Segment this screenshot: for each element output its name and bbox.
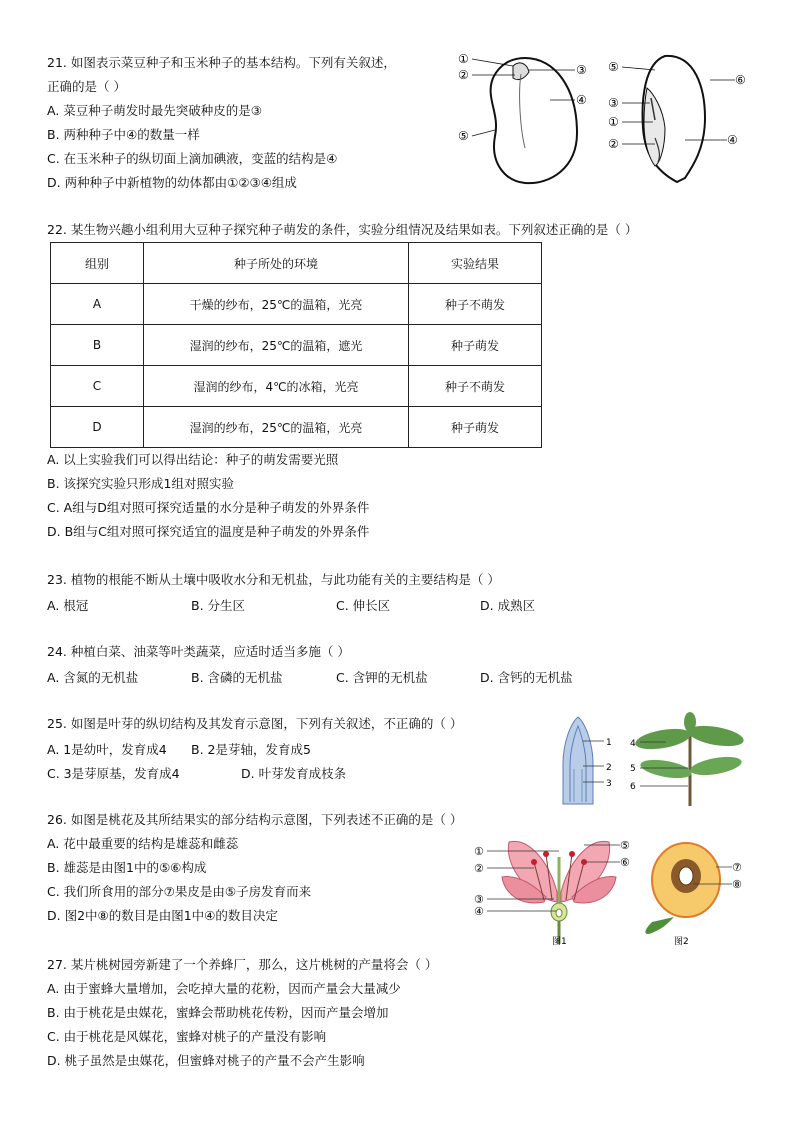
q22-experiment-table — [50, 242, 542, 448]
figure-2-caption: 图2 — [674, 937, 689, 947]
cell-group: D — [51, 407, 144, 448]
q27-stem: 27. 某片桃树园旁新建了一个养蜂厂，那么，这片桃树的产量将会（ ） — [47, 957, 438, 972]
q22-option-a[interactable]: A. 以上实验我们可以得出结论：种子的萌发需要光照 — [47, 452, 339, 467]
branch-label-4: 4 — [630, 739, 636, 749]
fruit-label-8: ⑧ — [732, 878, 742, 891]
q25-option-c[interactable]: C. 3是芽原基，发育成4 — [47, 766, 180, 781]
q24-option-a[interactable]: A. 含氮的无机盐 — [47, 670, 139, 685]
q21-option-c[interactable]: C. 在玉米种子的纵切面上滴加碘液，变蓝的结构是④ — [47, 151, 338, 166]
q22-option-d[interactable]: D. B组与C组对照可探究适宜的温度是种子萌发的外界条件 — [47, 524, 370, 539]
cell-environment: 湿润的纱布，25℃的温箱，光亮 — [144, 407, 409, 448]
flower-label-6: ⑥ — [620, 856, 630, 869]
q21-seed-figure — [455, 48, 755, 193]
bud-label-3: 3 — [606, 779, 612, 789]
table-row — [51, 407, 542, 448]
q21-option-a[interactable]: A. 菜豆种子萌发时最先突破种皮的是③ — [47, 103, 262, 118]
bean-seed — [491, 58, 577, 183]
bean-label-1: ① — [458, 52, 469, 66]
peach-fruit — [645, 843, 720, 934]
figure-1-caption: 图1 — [552, 937, 567, 947]
q24-option-c[interactable]: C. 含钾的无机盐 — [336, 670, 428, 685]
q27-option-b[interactable]: B. 由于桃花是虫媒花，蜜蜂会帮助桃花传粉，因而产量会增加 — [47, 1005, 389, 1020]
header-result: 实验结果 — [409, 243, 542, 284]
table-header-row — [51, 243, 542, 284]
bean-label-2: ② — [458, 68, 469, 82]
q23-option-a[interactable]: A. 根冠 — [47, 598, 89, 613]
flower-label-5: ⑤ — [620, 839, 630, 852]
branch-label-6: 6 — [630, 782, 636, 792]
corn-label-5: ⑤ — [608, 60, 619, 74]
bud-label-1: 1 — [606, 738, 612, 748]
cell-group: C — [51, 366, 144, 407]
q26-stem: 26. 如图是桃花及其所结果实的部分结构示意图，下列表述不正确的是（ ） — [47, 812, 463, 827]
branch — [634, 712, 745, 806]
q26-peach-figure — [474, 832, 754, 950]
q25-option-d[interactable]: D. 叶芽发育成枝条 — [241, 766, 347, 781]
table-row — [51, 325, 542, 366]
peach-flower — [502, 841, 616, 944]
cell-environment: 湿润的纱布，4℃的冰箱，光亮 — [144, 366, 409, 407]
q25-leaf-bud-figure — [548, 714, 748, 809]
q25-stem: 25. 如图是叶芽的纵切结构及其发育示意图，下列有关叙述，不正确的（ ） — [47, 716, 463, 731]
q23-option-b[interactable]: B. 分生区 — [191, 598, 246, 613]
q23-stem: 23. 植物的根能不断从土壤中吸收水分和无机盐，与此功能有关的主要结构是（ ） — [47, 572, 500, 587]
cell-environment: 干燥的纱布，25℃的温箱，光亮 — [144, 284, 409, 325]
q26-option-d[interactable]: D. 图2中⑧的数目是由图1中④的数目决定 — [47, 908, 278, 923]
cell-result: 种子萌发 — [409, 407, 542, 448]
header-group: 组别 — [51, 243, 144, 284]
q26-option-a[interactable]: A. 花中最重要的结构是雄蕊和雌蕊 — [47, 836, 239, 851]
table-row — [51, 284, 542, 325]
q27-option-d[interactable]: D. 桃子虽然是虫媒花，但蜜蜂对桃子的产量不会产生影响 — [47, 1053, 365, 1068]
flower-label-3: ③ — [474, 893, 484, 906]
q26-option-c[interactable]: C. 我们所食用的部分⑦果皮是由⑤子房发育而来 — [47, 884, 312, 899]
cell-group: B — [51, 325, 144, 366]
q21-stem-line1: 21. 如图表示菜豆种子和玉米种子的基本结构。下列有关叙述， — [47, 55, 396, 70]
q21-option-b[interactable]: B. 两种种子中④的数量一样 — [47, 127, 200, 142]
corn-label-4: ④ — [727, 133, 738, 147]
flower-label-2: ② — [474, 862, 484, 875]
cell-group: A — [51, 284, 144, 325]
cell-environment: 湿润的纱布，25℃的温箱，遮光 — [144, 325, 409, 366]
q27-option-c[interactable]: C. 由于桃花是风媒花，蜜蜂对桃子的产量没有影响 — [47, 1029, 327, 1044]
cell-result: 种子萌发 — [409, 325, 542, 366]
corn-seed — [643, 56, 705, 182]
branch-label-5: 5 — [630, 764, 636, 774]
q27-option-a[interactable]: A. 由于蜜蜂大量增加，会吃掉大量的花粉，因而产量会大量减少 — [47, 981, 401, 996]
q24-option-b[interactable]: B. 含磷的无机盐 — [191, 670, 283, 685]
q25-option-b[interactable]: B. 2是芽轴，发育成5 — [191, 742, 311, 757]
bean-label-4: ④ — [576, 93, 587, 107]
q22-stem: 22. 某生物兴趣小组利用大豆种子探究种子萌发的条件，实验分组情况及结果如表。下列叙述正确的是（ ） — [47, 222, 638, 237]
bud-section — [563, 717, 593, 804]
bean-label-3: ③ — [576, 63, 587, 77]
header-environment: 种子所处的环境 — [144, 243, 409, 284]
corn-label-3: ③ — [608, 96, 619, 110]
fruit-label-7: ⑦ — [732, 861, 742, 874]
q24-stem: 24. 种植白菜、油菜等叶类蔬菜，应适时适当多施（ ） — [47, 644, 350, 659]
q23-option-c[interactable]: C. 伸长区 — [336, 598, 391, 613]
table-row — [51, 366, 542, 407]
q21-stem-line2: 正确的是（ ） — [47, 79, 126, 94]
corn-label-2: ② — [608, 137, 619, 151]
bean-label-5: ⑤ — [458, 129, 469, 143]
bud-label-2: 2 — [606, 763, 612, 773]
q23-option-d[interactable]: D. 成熟区 — [480, 598, 536, 613]
q21-option-d[interactable]: D. 两种种子中新植物的幼体都由①②③④组成 — [47, 175, 297, 190]
flower-label-4: ④ — [474, 905, 484, 918]
q26-option-b[interactable]: B. 雄蕊是由图1中的⑤⑥构成 — [47, 860, 207, 875]
q25-option-a[interactable]: A. 1是幼叶，发育成4 — [47, 742, 167, 757]
corn-label-6: ⑥ — [735, 73, 746, 87]
cell-result: 种子不萌发 — [409, 366, 542, 407]
q22-option-b[interactable]: B. 该探究实验只形成1组对照实验 — [47, 476, 234, 491]
q22-option-c[interactable]: C. A组与D组对照可探究适量的水分是种子萌发的外界条件 — [47, 500, 370, 515]
q24-option-d[interactable]: D. 含钙的无机盐 — [480, 670, 573, 685]
flower-label-1: ① — [474, 845, 484, 858]
cell-result: 种子不萌发 — [409, 284, 542, 325]
corn-label-1: ① — [608, 115, 619, 129]
